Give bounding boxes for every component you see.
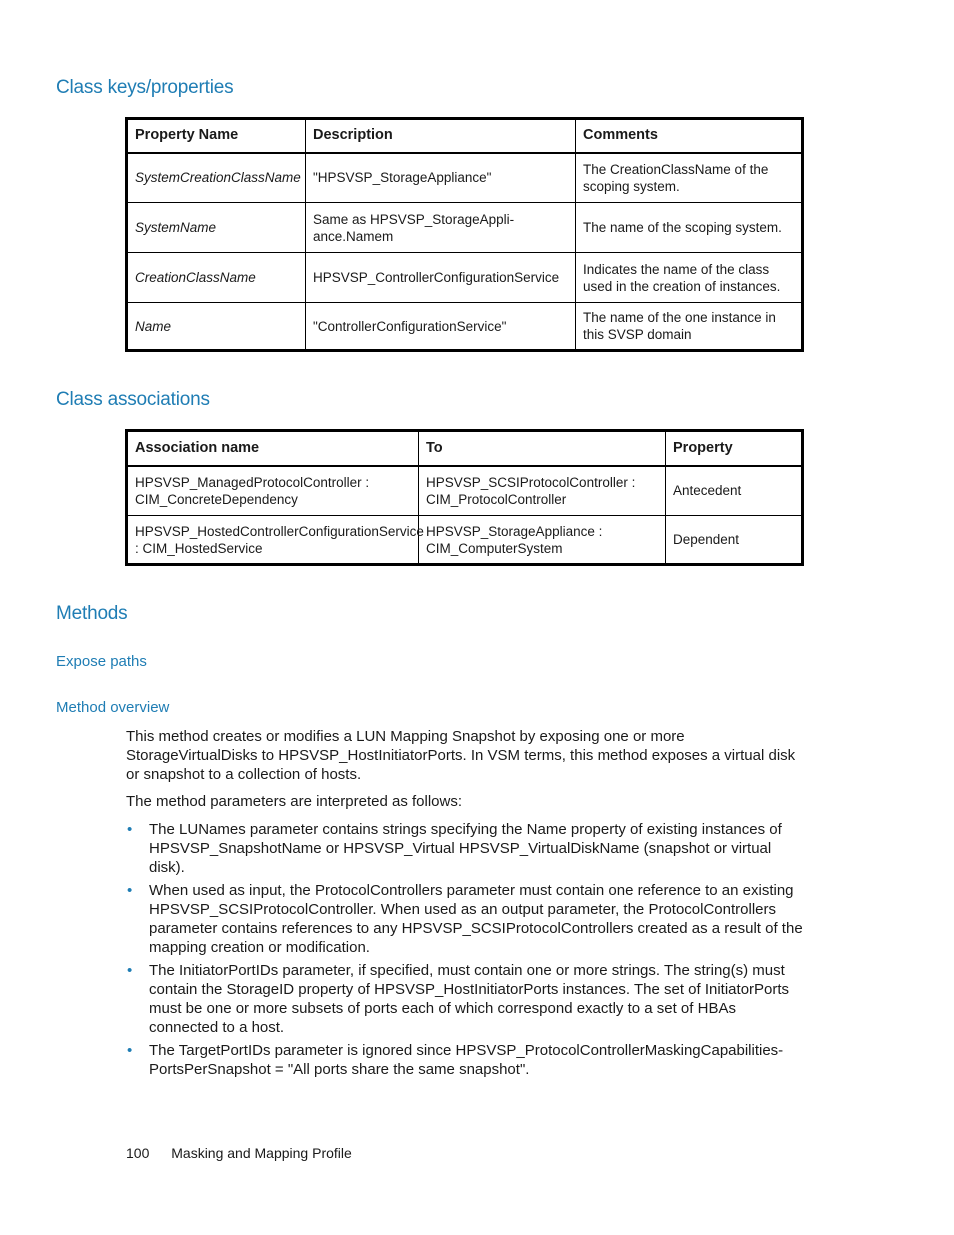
cell-description: HPSVSP_ControllerConfigurationService: [306, 253, 576, 303]
parameters-list: [126, 820, 806, 1083]
list-item: [126, 820, 806, 877]
list-item-text: When used as input, the ProtocolControllers parameter must contain one reference to an existing HPSVSP_SCSIProtocolController. When used as an output parameter, the ProtocolControllers parameter contains references to any HPSVSP_SCSIProtocolControllers created as a result of the mapping creation or modification.: [149, 882, 803, 956]
cell-description: "HPSVSP_StorageAppliance": [306, 153, 576, 203]
page-number: 100: [126, 1145, 150, 1161]
class-keys-table: [125, 117, 804, 352]
cell-to: HPSVSP_SCSIProtocolController : CIM_ProtocolController: [419, 466, 666, 516]
cell-property: Dependent: [666, 516, 803, 565]
bullet-icon: •: [127, 1042, 133, 1059]
cell-comments: The CreationClassName of the scoping system.: [576, 153, 803, 203]
cell-description: "ControllerConfigurationService": [306, 303, 576, 351]
list-item-text: The TargetPortIDs parameter is ignored since HPSVSP_ProtocolControllerMaskingCapabilities-PortsPerSnapshot = "All ports share the same snapshot".: [149, 1042, 784, 1078]
header-comments: Comments: [576, 119, 803, 153]
header-property: Property: [666, 431, 803, 466]
bullet-icon: •: [127, 882, 133, 899]
table-row: [127, 153, 803, 203]
table-row: [127, 466, 803, 516]
cell-comments: The name of the one instance in this SVSP domain: [576, 303, 803, 351]
methods-heading: Methods: [56, 603, 128, 624]
expose-paths-heading: Expose paths: [56, 653, 147, 670]
header-property-name: Property Name: [127, 119, 306, 153]
parameters-intro: The method parameters are interpreted as follows:: [126, 793, 462, 810]
cell-association-name: HPSVSP_HostedControllerConfigurationService : CIM_HostedService: [127, 516, 419, 565]
list-item: [126, 961, 806, 1037]
header-association-name: Association name: [127, 431, 419, 466]
cell-property-name: Name: [127, 303, 306, 351]
class-associations-table: [125, 429, 804, 566]
table-row: [127, 253, 803, 303]
class-keys-heading: Class keys/properties: [56, 77, 234, 98]
page-footer: [126, 1145, 370, 1161]
cell-property-name: SystemCreationClassName: [127, 153, 306, 203]
table-header-row: [127, 119, 803, 153]
cell-property: Antecedent: [666, 466, 803, 516]
list-item-text: The InitiatorPortIDs parameter, if specified, must contain one or more strings. The string(s) must contain the StorageID property of HPSVSP_HostInitiatorPorts instances. The set of InitiatorPorts must be one or more subsets of ports each of which correspond exactly to a set of HBAs connected to a host.: [149, 962, 790, 1036]
cell-to: HPSVSP_StorageAppliance : CIM_ComputerSystem: [419, 516, 666, 565]
table-header-row: [127, 431, 803, 466]
header-description: Description: [306, 119, 576, 153]
header-to: To: [419, 431, 666, 466]
table-row: [127, 516, 803, 565]
cell-property-name: CreationClassName: [127, 253, 306, 303]
list-item: [126, 881, 806, 957]
bullet-icon: •: [127, 821, 133, 838]
cell-property-name: SystemName: [127, 203, 306, 253]
overview-paragraph: This method creates or modifies a LUN Mapping Snapshot by exposing one or more StorageVirtualDisks to HPSVSP_HostInitiatorPorts. In VSM terms, this method exposes a virtual disk or snapshot to a collection of hosts.: [126, 728, 796, 783]
method-overview-heading: Method overview: [56, 699, 170, 716]
list-item-text: The LUNames parameter contains strings specifying the Name property of existing instances of HPSVSP_SnapshotName or HPSVSP_Virtual HPSVSP_VirtualDiskName (snapshot or virtual disk).: [149, 821, 782, 876]
cell-association-name: HPSVSP_ManagedProtocolController : CIM_ConcreteDependency: [127, 466, 419, 516]
cell-comments: Indicates the name of the class used in the creation of instances.: [576, 253, 803, 303]
cell-comments: The name of the scoping system.: [576, 203, 803, 253]
table-row: [127, 303, 803, 351]
class-associations-heading: Class associations: [56, 389, 210, 410]
table-row: [127, 203, 803, 253]
chapter-title: Masking and Mapping Profile: [171, 1145, 352, 1161]
bullet-icon: •: [127, 962, 133, 979]
list-item: [126, 1041, 806, 1079]
cell-description: Same as HPSVSP_StorageAppli-ance.Namem: [306, 203, 576, 253]
